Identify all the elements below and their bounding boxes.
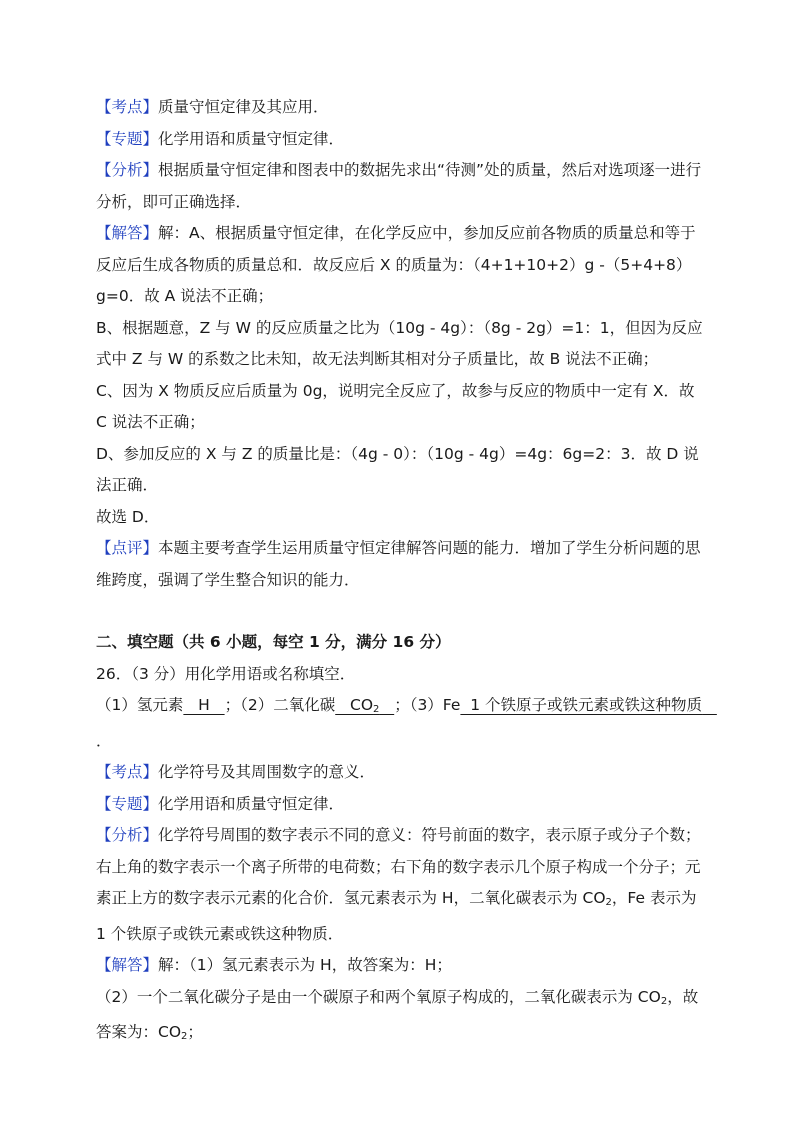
q25-zhuanti: 【专题】化学用语和质量守恒定律． (96, 129, 345, 148)
q26-stem: 26．（3 分）用化学用语或名称填空． (96, 664, 356, 683)
q25-dianping: 【点评】本题主要考查学生运用质量守恒定律解答问题的能力．增加了学生分析问题的思维跨度，强调了学生整合知识的能力． (96, 539, 701, 589)
answer-blank-3: 1 个铁原子或铁元素或铁这种物质 (460, 696, 717, 714)
q25-jieda-c: C、因为 X 物质反应后质量为 0g，说明完全反应了，故参与反应的物质中一定有 X．故 C 说法不正确； (96, 381, 695, 431)
q25-answer: 故选 D． (96, 507, 160, 526)
q25-jieda-a: 【解答】解：A、根据质量守恒定律，在化学反应中，参加反应前各物质的质量总和等于反应后生成各物质的质量总和．故反应后 X 的质量为：（4+1+10+2）g -（5+4+8）g=0．故 A 说法不正确； (96, 224, 696, 305)
q26-zhuanti: 【专题】化学用语和质量守恒定律． (96, 794, 345, 813)
answer-blank-2: $CO_2$ (335, 696, 380, 715)
section-title: 二、填空题（共 6 小题，每空 1 分，满分 16 分） (96, 633, 451, 651)
q26-kaodian: 【考点】化学符号及其周围数字的意义． (96, 763, 376, 781)
label-kaodian: 【考点】 (96, 763, 159, 781)
section-gap (96, 596, 706, 627)
q26-jieda-2: （2）一个二氧化碳分子是由一个碳原子和两个氧原子构成的，二氧化碳表示为 $CO_2$，故答案为：$CO_2$； (96, 987, 699, 1042)
q25-fenxi: 【分析】根据质量守恒定律和图表中的数据先求出“待测”处的质量，然后对选项逐一进行分析，即可正确选择． (96, 161, 702, 211)
label-dianping: 【点评】 (96, 539, 159, 557)
q25-kaodian: 【考点】质量守恒定律及其应用． (96, 98, 329, 116)
q26-question: （1）氢元素 H ；（2）二氧化碳 $CO_2$ ；（3）Fe 1 个铁原子或铁元素或铁这种物质 ． (96, 696, 717, 750)
document-content (96, 92, 717, 1053)
q25-jieda-d: D、参加反应的 X 与 Z 的质量比是：（4g - 0）：（10g - 4g）=4g：6g=2：3．故 D 说法正确． (96, 444, 699, 494)
q26-jieda-1: 【解答】解：（1）氢元素表示为 H，故答案为：H； (96, 956, 452, 974)
answer-blank-1: H (183, 696, 225, 714)
label-jieda: 【解答】 (96, 956, 159, 974)
q25-jieda-b: B、根据题意，Z 与 W 的反应质量之比为（10g - 4g）：（8g - 2g）=1：1，但因为反应式中 Z 与 W 的系数之比未知，故无法判断其相对分子质量比，故 B 说法不正确； (96, 318, 703, 368)
label-zhuanti: 【专题】 (96, 794, 159, 813)
label-jieda: 【解答】 (96, 224, 159, 242)
label-fenxi: 【分析】 (96, 826, 159, 844)
label-kaodian: 【考点】 (96, 98, 159, 116)
label-zhuanti: 【专题】 (96, 129, 159, 148)
q26-fenxi: 【分析】化学符号周围的数字表示不同的意义：符号前面的数字，表示原子或分子个数；右上角的数字表示一个离子所带的电荷数；右下角的数字表示几个原子构成一个分子；元素正上方的数字表示元素的化合价．氢元素表示为 H，二氧化碳表示为 $CO_2$，Fe 表示为 1 个铁原子或铁元素或铁这种物质． (96, 826, 701, 943)
label-fenxi: 【分析】 (96, 161, 159, 179)
